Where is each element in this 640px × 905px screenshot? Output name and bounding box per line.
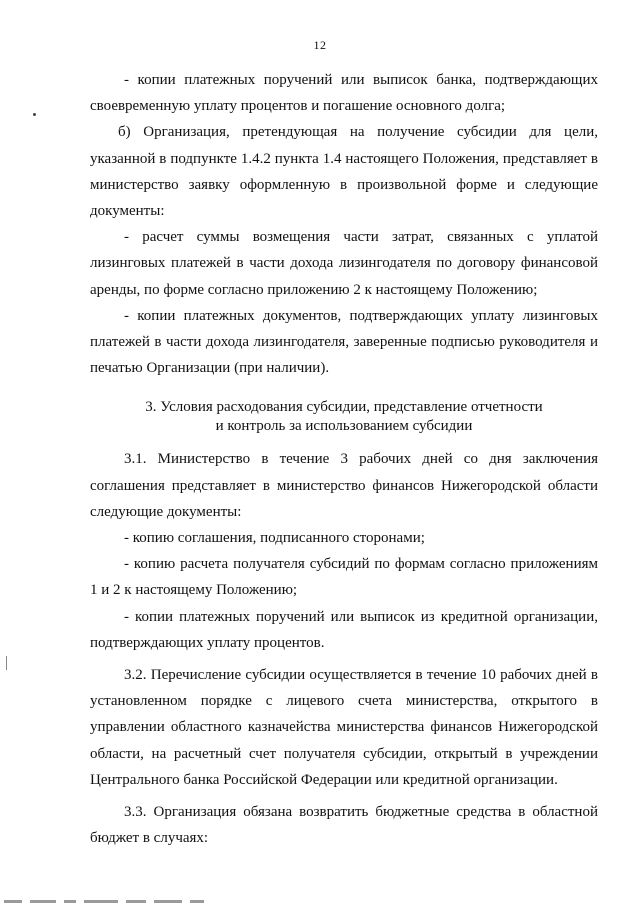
document-body [90,67,598,851]
scan-edge-mark [6,656,7,670]
paragraph-calculation-copy: - копию расчета получателя субсидий по формам согласно приложениям 1 и 2 к настоящему Положению; [90,556,598,599]
section-heading [90,398,598,436]
scan-bottom-noise [0,891,220,905]
section-heading-line-2: и контроль за использованием субсидии [215,418,473,435]
paragraph-3-2: 3.2. Перечисление субсидии осуществляется в течение 10 рабочих дней в установленном порядке с лицевого счета министерства, открытого в управлении областного казначейства министерства финансов Нижегородской области, на расчетный счет получателя субсидии, открытый в учреждении Центрального банка Российской Федерации или кредитной организации. [90,667,598,788]
paragraph-organization-leasing-application: б) Организация, претендующая на получение субсидии для цели, указанной в подпункте 1.4.2 пункта 1.4 настоящего Положения, представляет в министерство заявку оформленную в произвольной форме и следующие документы: [90,124,598,220]
paragraph-leasing-payment-documents: - копии платежных документов, подтверждающих уплату лизинговых платежей в части дохода лизингодателя, заверенные подписью руководителя и печатью Организации (при наличии). [90,307,598,377]
paragraph-leasing-calculation: - расчет суммы возмещения части затрат, связанных с уплатой лизинговых платежей в части дохода лизингодателя по договору финансовой аренды, по форме согласно приложению 2 к настоящему Положению; [90,229,598,298]
section-heading-line-1: 3. Условия расходования субсидии, представление отчетности [145,399,543,416]
page-number: 12 [313,38,327,52]
scan-speck [33,113,36,116]
paragraph-agreement-copy: - копию соглашения, подписанного сторонами; [124,530,425,547]
paragraph-payment-orders-copies: - копии платежных поручений или выписок банка, подтверждающих своевременную уплату процентов и погашение основного долга; [90,72,598,115]
paragraph-3-3: 3.3. Организация обязана возвратить бюджетные средства в областной бюджет в случаях: [90,804,598,847]
paragraph-credit-org-statements: - копии платежных поручений или выписок из кредитной организации, подтверждающих уплату процентов. [90,608,598,651]
paragraph-3-1: 3.1. Министерство в течение 3 рабочих дней со дня заключения соглашения представляет в министерство финансов Нижегородской области следующие документы: [90,451,598,520]
